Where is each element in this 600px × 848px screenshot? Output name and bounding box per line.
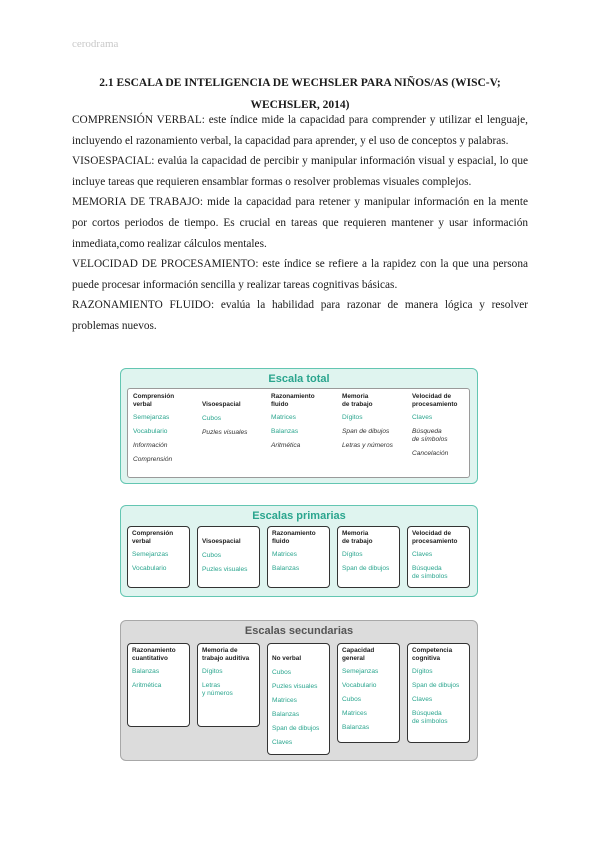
subtest-item: Cancelación xyxy=(412,450,449,458)
secundaria-card xyxy=(127,643,190,727)
index-descriptions xyxy=(72,110,528,337)
escala-total-box xyxy=(120,368,478,484)
subtest-item: Claves xyxy=(412,551,433,559)
card-header: Velocidad de procesamiento xyxy=(412,530,458,545)
term: MEMORIA DE TRABAJO: xyxy=(72,196,204,209)
card-header: Comprensión verbal xyxy=(132,530,174,545)
secundaria-card xyxy=(337,643,400,743)
subtest-item: Balanzas xyxy=(342,724,370,732)
subtest-item: Cubos xyxy=(342,696,362,704)
subtest-item: Span de dibujos xyxy=(342,565,390,573)
definition: evalúa la habilidad para razonar de manera lógica y resolver problemas nuevos. xyxy=(72,299,529,332)
card-header: Visoespacial xyxy=(202,538,241,545)
subtest-item: Span de dibujos xyxy=(412,682,460,690)
definition: mide la capacidad para retener y manipular información en la mente por cortos periodos de tiempo. Es crucial en tareas que requieren mantener y usar información inmediata,como realizar cálculos mentales. xyxy=(72,196,528,250)
term: VELOCIDAD DE PROCESAMIENTO: xyxy=(72,258,259,271)
primaria-card xyxy=(197,526,260,588)
subtest-item: Puzles visuales xyxy=(202,565,248,573)
primaria-card xyxy=(337,526,400,588)
escala-total-col xyxy=(133,393,197,464)
subtest-item: Letras y números xyxy=(202,682,233,698)
secundaria-card xyxy=(407,643,470,743)
column-header: Memoria de trabajo xyxy=(342,393,373,408)
subtest-item: Vocabulario xyxy=(132,565,167,573)
subtest-item: Semejanzas xyxy=(133,414,170,422)
subtest-item: Dígitos xyxy=(342,414,363,422)
subtest-item: Cubos xyxy=(202,551,222,559)
subtest-item: Balanzas xyxy=(272,710,300,718)
subtest-item: Búsqueda de símbolos xyxy=(412,565,448,581)
card-header: Memoria de trabajo auditiva xyxy=(202,647,250,662)
subtest-item: Matrices xyxy=(271,414,296,422)
escalas-primarias-title: Escalas primarias xyxy=(252,510,346,522)
paragraph-velocidad-de-procesamiento xyxy=(72,254,528,295)
primaria-card xyxy=(407,526,470,588)
definition: este índice mide la capacidad para comprender y utilizar el lenguaje, incluyendo el razonamiento verbal, la capacidad para aprender, y el uso de conceptos y palabras. xyxy=(72,114,528,147)
title-line-2: WECHSLER, 2014) xyxy=(250,99,350,111)
primaria-card xyxy=(127,526,190,588)
subtest-item: Claves xyxy=(272,738,293,746)
subtest-item: Dígitos xyxy=(412,668,433,676)
definition: este índice se refiere a la rapidez con la que una persona puede procesar información sencilla y realizar tareas cognitivas básicas. xyxy=(72,258,528,291)
term: RAZONAMIENTO FLUIDO: xyxy=(72,299,215,312)
card-header: Razonamiento fluido xyxy=(272,530,316,545)
subtest-item: Puzles visuales xyxy=(202,428,248,436)
subtest-item: Cubos xyxy=(272,668,292,676)
subtest-item: Información xyxy=(133,442,168,450)
card-header: Competencia cognitiva xyxy=(412,647,453,662)
subtest-item: Semejanzas xyxy=(342,668,379,676)
subtest-item: Búsqueda de símbolos xyxy=(412,710,448,726)
escala-total-panel xyxy=(127,388,470,478)
escala-total-col xyxy=(271,393,335,450)
subtest-item: Span de dibujos xyxy=(272,724,320,732)
term: VISOESPACIAL: xyxy=(72,155,155,168)
escala-total-col xyxy=(412,393,470,458)
definition: evalúa la capacidad de percibir y manipular información visual y espacial, lo que incluye tareas que requieren ensamblar formas o resolver problemas visuales complejos. xyxy=(72,155,528,188)
escala-total-title: Escala total xyxy=(268,373,330,385)
subtest-item: Letras y números xyxy=(342,442,393,450)
paragraph-memoria-de-trabajo xyxy=(72,192,528,254)
subtest-item: Claves xyxy=(412,696,433,704)
subtest-item: Balanzas xyxy=(132,668,160,676)
subtest-item: Búsqueda de símbolos xyxy=(412,428,448,444)
card-header: No verbal xyxy=(272,655,302,662)
subtest-item: Matrices xyxy=(272,696,297,704)
escala-total-col xyxy=(202,401,266,437)
term: COMPRENSIÓN VERBAL: xyxy=(72,114,205,126)
escalas-secundarias-box xyxy=(120,620,478,761)
title-line-1: 2.1 ESCALA DE INTELIGENCIA DE WECHSLER PARA NIÑOS/AS (WISC-V; xyxy=(99,77,501,89)
column-header: Visoespacial xyxy=(202,401,241,408)
subtest-item: Span de dibujos xyxy=(342,428,390,436)
watermark: cerodrama xyxy=(72,38,119,50)
subtest-item: Puzles visuales xyxy=(272,682,318,690)
subtest-item: Semejanzas xyxy=(132,551,169,559)
paragraph-visoespacial xyxy=(72,151,528,192)
secundaria-card xyxy=(197,643,260,727)
subtest-item: Balanzas xyxy=(272,565,300,573)
subtest-item: Cubos xyxy=(202,414,222,422)
escalas-secundarias-title: Escalas secundarias xyxy=(244,625,354,637)
subtest-item: Matrices xyxy=(272,551,297,559)
column-header: Comprensión verbal xyxy=(133,393,175,408)
card-header: Razonamiento cuantitativo xyxy=(132,647,176,662)
subtest-item: Vocabulario xyxy=(342,682,377,690)
subtest-item: Balanzas xyxy=(271,428,299,436)
column-header: Razonamiento fluido xyxy=(271,393,315,408)
escalas-primarias-box xyxy=(120,505,478,597)
subtest-item: Comprensión xyxy=(133,456,173,464)
secundaria-card xyxy=(267,643,330,755)
column-header: Velocidad de procesamiento xyxy=(412,393,458,408)
subtest-item: Matrices xyxy=(342,710,367,718)
escala-total-col xyxy=(342,393,406,450)
subtest-item: Claves xyxy=(412,414,433,422)
card-header: Capacidad general xyxy=(342,647,375,662)
subtest-item: Vocabulario xyxy=(133,428,168,436)
primaria-card xyxy=(267,526,330,588)
paragraph-razonamiento-fluido xyxy=(72,295,528,336)
subtest-item: Dígitos xyxy=(342,551,363,559)
paragraph-comprension-verbal xyxy=(72,110,528,151)
subtest-item: Dígitos xyxy=(202,668,223,676)
card-header: Memoria de trabajo xyxy=(342,530,373,545)
subtest-item: Aritmética xyxy=(132,682,162,690)
subtest-item: Aritmética xyxy=(271,442,301,450)
